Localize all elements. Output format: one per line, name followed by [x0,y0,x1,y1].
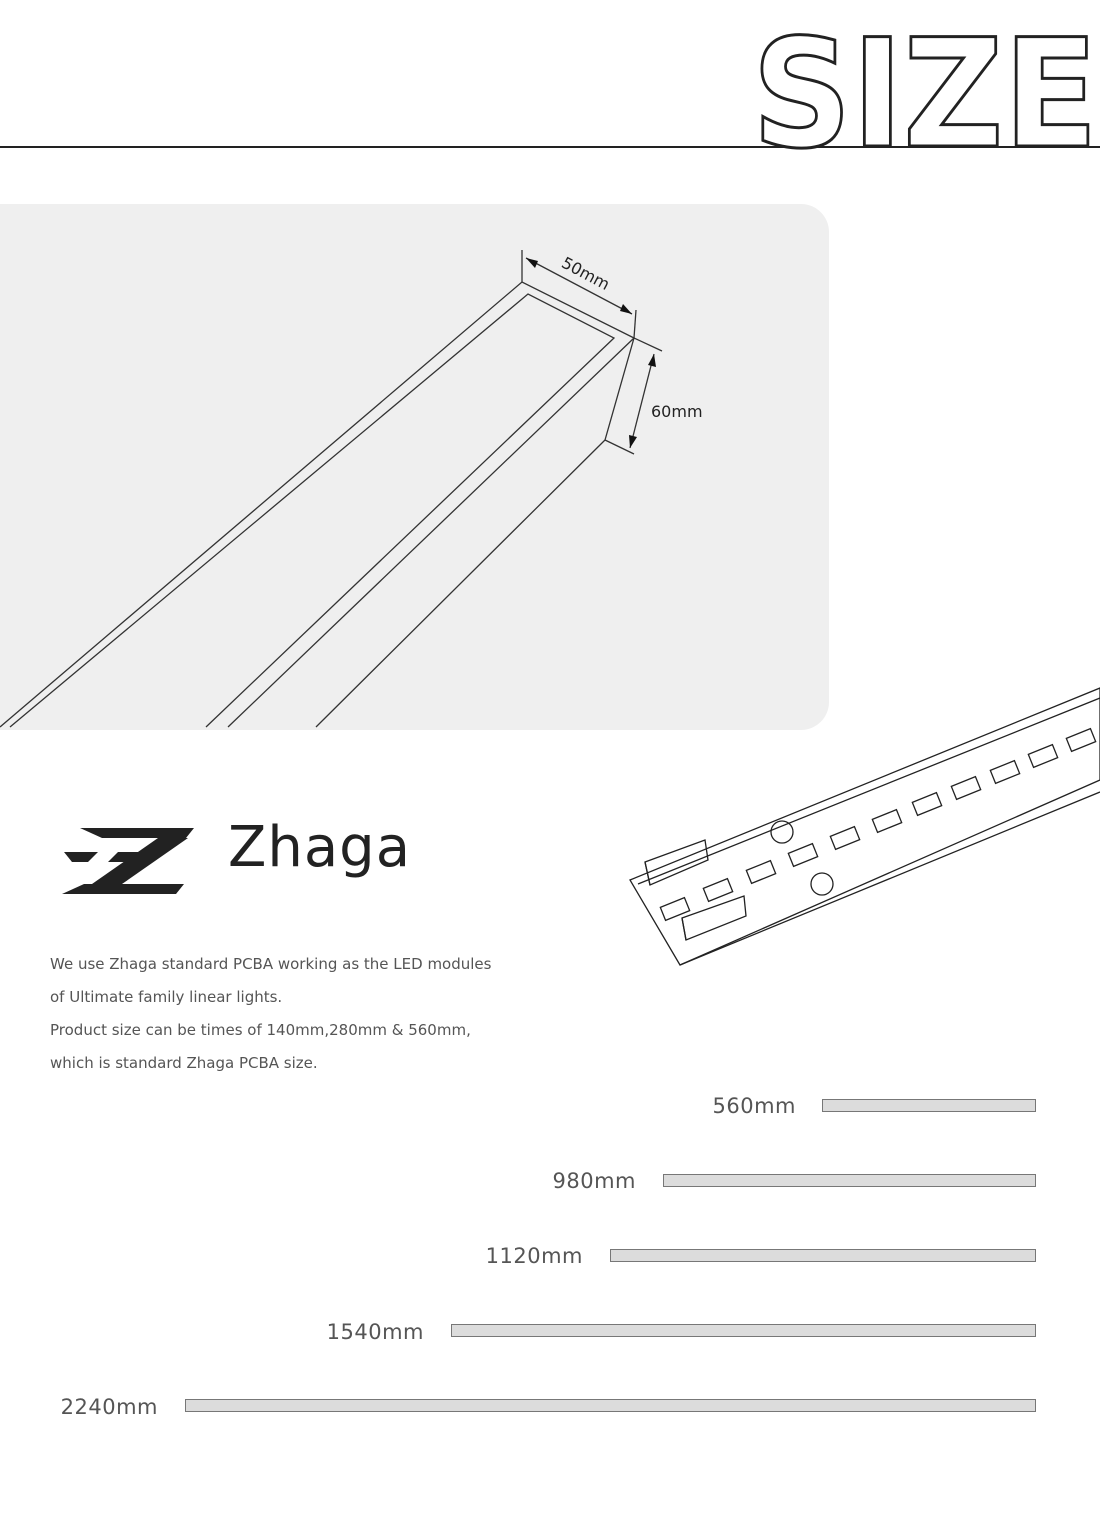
length-label-1540: 1540mm [326,1320,424,1344]
description-line: of Ultimate family linear lights. [50,988,283,1006]
length-label-1120: 1120mm [485,1244,583,1268]
pcba-module-drawing [620,680,1100,980]
description-line: which is standard Zhaga PCBA size. [50,1054,318,1072]
height-dimension-label: 60mm [651,402,703,421]
length-bar-1540 [451,1324,1036,1337]
length-label-980: 980mm [552,1169,636,1193]
zhaga-logo-icon [58,822,198,902]
length-bar-560 [822,1099,1036,1112]
description-line: We use Zhaga standard PCBA working as the LED modules [50,955,492,973]
length-bar-1120 [610,1249,1036,1262]
brand-name: Zhaga [228,815,412,880]
description-line: Product size can be times of 140mm,280mm & 560mm, [50,1021,471,1039]
dimension-diagram-panel [0,204,829,730]
length-label-2240: 2240mm [60,1395,158,1419]
length-bar-980 [663,1174,1036,1187]
width-dimension-label: 50mm [558,253,613,294]
description-text [50,948,570,1080]
page-title [752,28,1100,150]
profile-drawing [0,204,829,730]
page-title-text: SIZE [752,28,1098,150]
length-bar-2240 [185,1399,1036,1412]
length-label-560: 560mm [712,1094,796,1118]
